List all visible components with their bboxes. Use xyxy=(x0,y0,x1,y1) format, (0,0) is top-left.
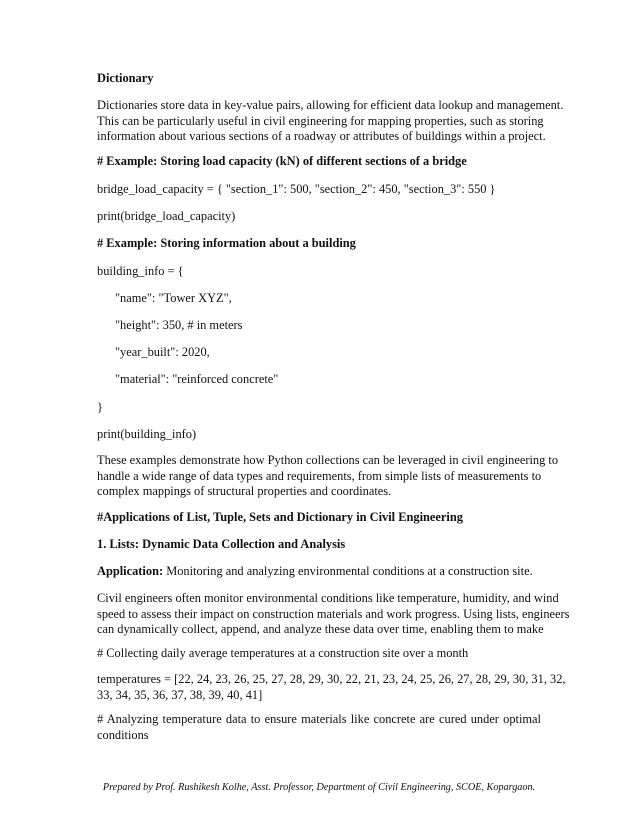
example1-comment: # Example: Storing load capacity (kN) of different sections of a bridge xyxy=(97,154,467,168)
section-heading-dictionary: Dictionary xyxy=(97,71,154,85)
lists-heading: 1. Lists: Dynamic Data Collection and Analysis xyxy=(97,537,346,551)
example1-print: print(bridge_load_capacity) xyxy=(97,209,236,223)
example2-entry-name: "name": "Tower XYZ", xyxy=(115,291,232,305)
example2-comment: # Example: Storing information about a building xyxy=(97,236,356,250)
example2-entry-height: "height": 350, # in meters xyxy=(115,318,243,332)
code-line: 33, 34, 35, 36, 37, 38, 39, 40, 41] xyxy=(97,687,263,702)
paragraph-line: speed to assess their impact on construction materials and work progress. Using lists, engineers xyxy=(97,606,570,621)
application-line xyxy=(97,563,541,579)
applications-heading: #Applications of List, Tuple, Sets and Dictionary in Civil Engineering xyxy=(97,510,463,524)
paragraph-line: This can be particularly useful in civil engineering for mapping properties, such as storing xyxy=(97,113,544,128)
code-line: temperatures = [22, 24, 23, 26, 25, 27, 28, 29, 30, 22, 21, 23, 24, 25, 26, 27, 28, 29, 30, 31, 32, xyxy=(97,672,566,686)
application-label: Application: xyxy=(97,564,164,578)
collect-comment: # Collecting daily average temperatures at a construction site over a month xyxy=(97,646,469,660)
example2-entry-year: "year_built": 2020, xyxy=(115,345,210,359)
lists-paragraph xyxy=(97,591,570,638)
paragraph-line: information about various sections of a roadway or attributes of buildings within a project. xyxy=(97,129,546,144)
example2-entry-material: "material": "reinforced concrete" xyxy=(115,372,279,386)
page-footer: Prepared by Prof. Rushikesh Kolhe, Asst. Professor, Department of Civil Engineering, SCOE, Kopargaon. xyxy=(102,782,536,793)
application-text: Monitoring and analyzing environmental conditions at a construction site. xyxy=(163,564,533,578)
paragraph-line: handle a wide range of data types and requirements, from simple lists of measurements to xyxy=(97,468,542,483)
code-line: # Analyzing temperature data to ensure materials like concrete are cured under optimal xyxy=(97,712,541,726)
intro-paragraph xyxy=(97,98,564,145)
example2-close: } xyxy=(97,400,103,414)
example1-code: bridge_load_capacity = { "section_1": 500, "section_2": 450, "section_3": 550 } xyxy=(97,182,496,196)
code-line: conditions xyxy=(97,727,149,742)
paragraph-line: Civil engineers often monitor environmental conditions like temperature, humidity, and wind xyxy=(97,591,559,605)
example2-print: print(building_info) xyxy=(97,427,197,441)
example2-open: building_info = { xyxy=(97,264,184,278)
analyze-comment xyxy=(97,712,541,743)
summary-paragraph xyxy=(97,453,559,500)
paragraph-line: complex mappings of structural properties and coordinates. xyxy=(97,484,392,499)
paragraph-line: Dictionaries store data in key-value pairs, allowing for efficient data lookup and management. xyxy=(97,98,564,112)
paragraph-line: These examples demonstrate how Python collections can be leveraged in civil engineering to xyxy=(97,453,559,467)
paragraph-line: can dynamically collect, append, and analyze these data over time, enabling them to make xyxy=(97,622,544,637)
temperatures-code xyxy=(97,672,566,703)
